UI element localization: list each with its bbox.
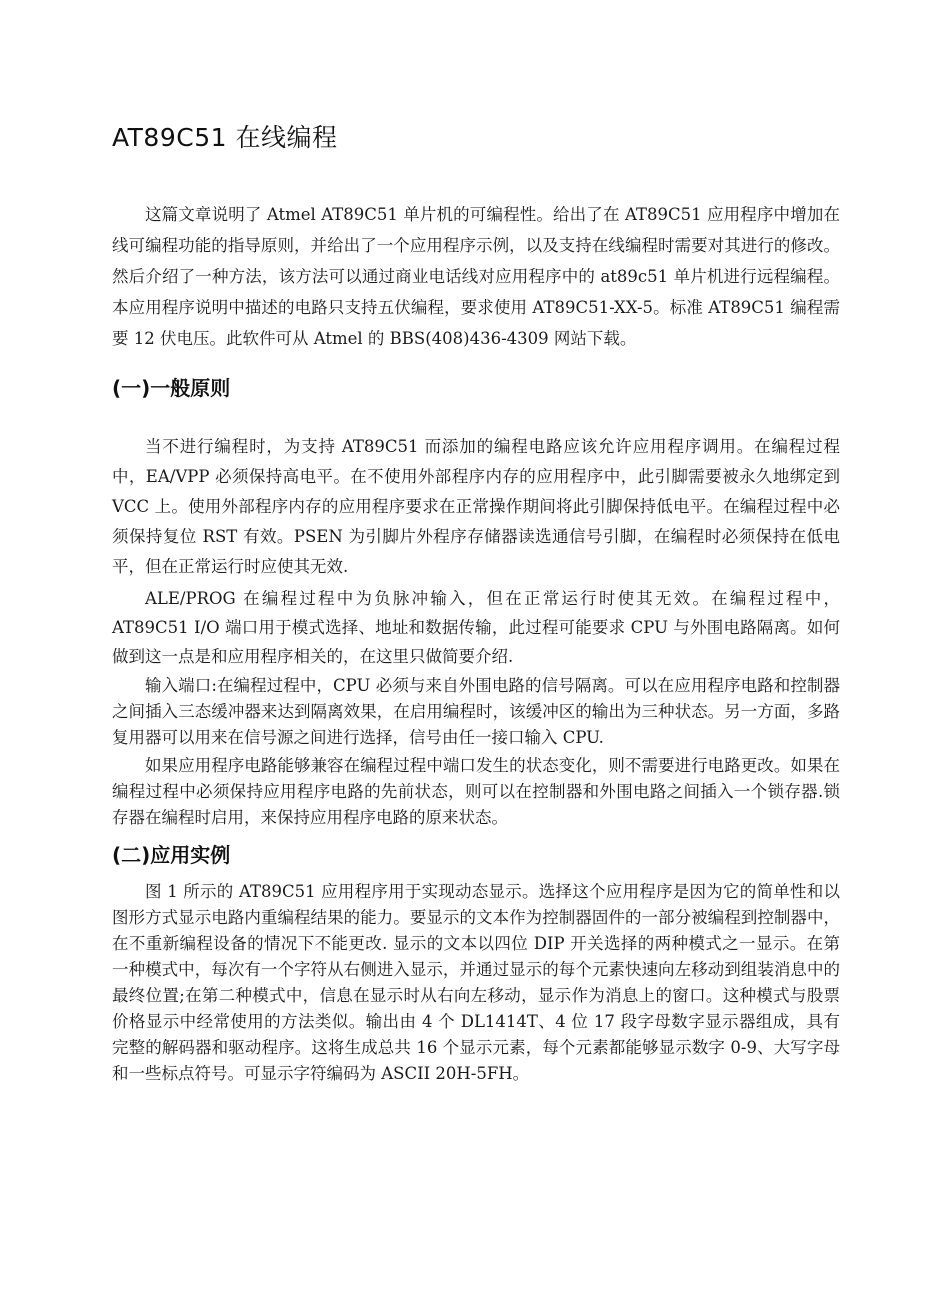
- paragraph: 图 1 所示的 AT89C51 应用程序用于实现动态显示。选择这个应用程序是因为它的简单性和以图形方式显示电路内重编程结果的能力。要显示的文本作为控制器固件的一部分被编程到控制器中，在不重新编程设备的情况下不能更改. 显示的文本以四位 DIP 开关选择的两种模式之一显示。在第一种模式中，每次有一个字符从右侧进入显示，并通过显示的每个元素快速向左移动到组装消息中的最终位置;在第二种模式中，信息在显示时从右向左移动，显示作为消息上的窗口。这种模式与股票价格显示中经常使用的方法类似。输出由 4 个 DL1414T、4 位 17 段字母数字显示器组成，具有完整的解码器和驱动程序。这将生成总共 16 个显示元素，每个元素都能够显示数字 0-9、大写字母和一些标点符号。可显示字符编码为 ASCII 20H-5FH。: [112, 882, 840, 1083]
- paragraph: 当不进行编程时，为支持 AT89C51 而添加的编程电路应该允许应用程序调用。在编程过程中，EA/VPP 必须保持高电平。在不使用外部程序内存的应用程序中，此引脚需要被永久地绑定到 VCC 上。使用外部程序内存的应用程序要求在正常操作期间将此引脚保持低电平。在编程过程中必须保持复位 RST 有效。PSEN 为引脚片外程序存储器读选通信号引脚，在编程时必须保持在低电平，但在正常运行时应使其无效.: [112, 437, 840, 576]
- intro-paragraph: 这篇文章说明了 Atmel AT89C51 单片机的可编程性。给出了在 AT89C51 应用程序中增加在线可编程功能的指导原则，并给出了一个应用程序示例，以及支持在线编程时需要对其进行的修改。然后介绍了一种方法，该方法可以通过商业电话线对应用程序中的 at89c51 单片机进行远程编程。本应用程序说明中描述的电路只支持五伏编程，要求使用 AT89C51-XX-5。标准 AT89C51 编程需要 12 伏电压。此软件可从 Atmel 的 BBS(408)436-4309 网站下载。: [112, 205, 840, 348]
- page-title: AT89C51 在线编程: [112, 123, 338, 152]
- paragraph: 输入端口:在编程过程中，CPU 必须与来自外围电路的信号隔离。可以在应用程序电路和控制器之间插入三态缓冲器来达到隔离效果，在启用编程时，该缓冲区的输出为三种状态。另一方面，多路复用器可以用来在信号源之间进行选择，信号由任一接口输入 CPU.: [112, 676, 840, 747]
- section-heading: (二)应用实例: [112, 843, 231, 867]
- section-heading: (一)一般原则: [112, 376, 231, 400]
- paragraph: 如果应用程序电路能够兼容在编程过程中端口发生的状态变化，则不需要进行电路更改。如果在编程过程中必须保持应用程序电路的先前状态，则可以在控制器和外围电路之间插入一个锁存器.锁存器在编程时启用，来保持应用程序电路的原来状态。: [112, 756, 840, 827]
- paragraph: ALE/PROG 在编程过程中为负脉冲输入，但在正常运行时使其无效。在编程过程中，AT89C51 I/O 端口用于模式选择、地址和数据传输，此过程可能要求 CPU 与外围电路隔离。如何做到这一点是和应用程序相关的，在这里只做简要介绍.: [112, 589, 840, 666]
- document-page: [112, 118, 840, 1087]
- section-general-principles: [112, 374, 840, 831]
- section-application-example: [112, 841, 840, 1087]
